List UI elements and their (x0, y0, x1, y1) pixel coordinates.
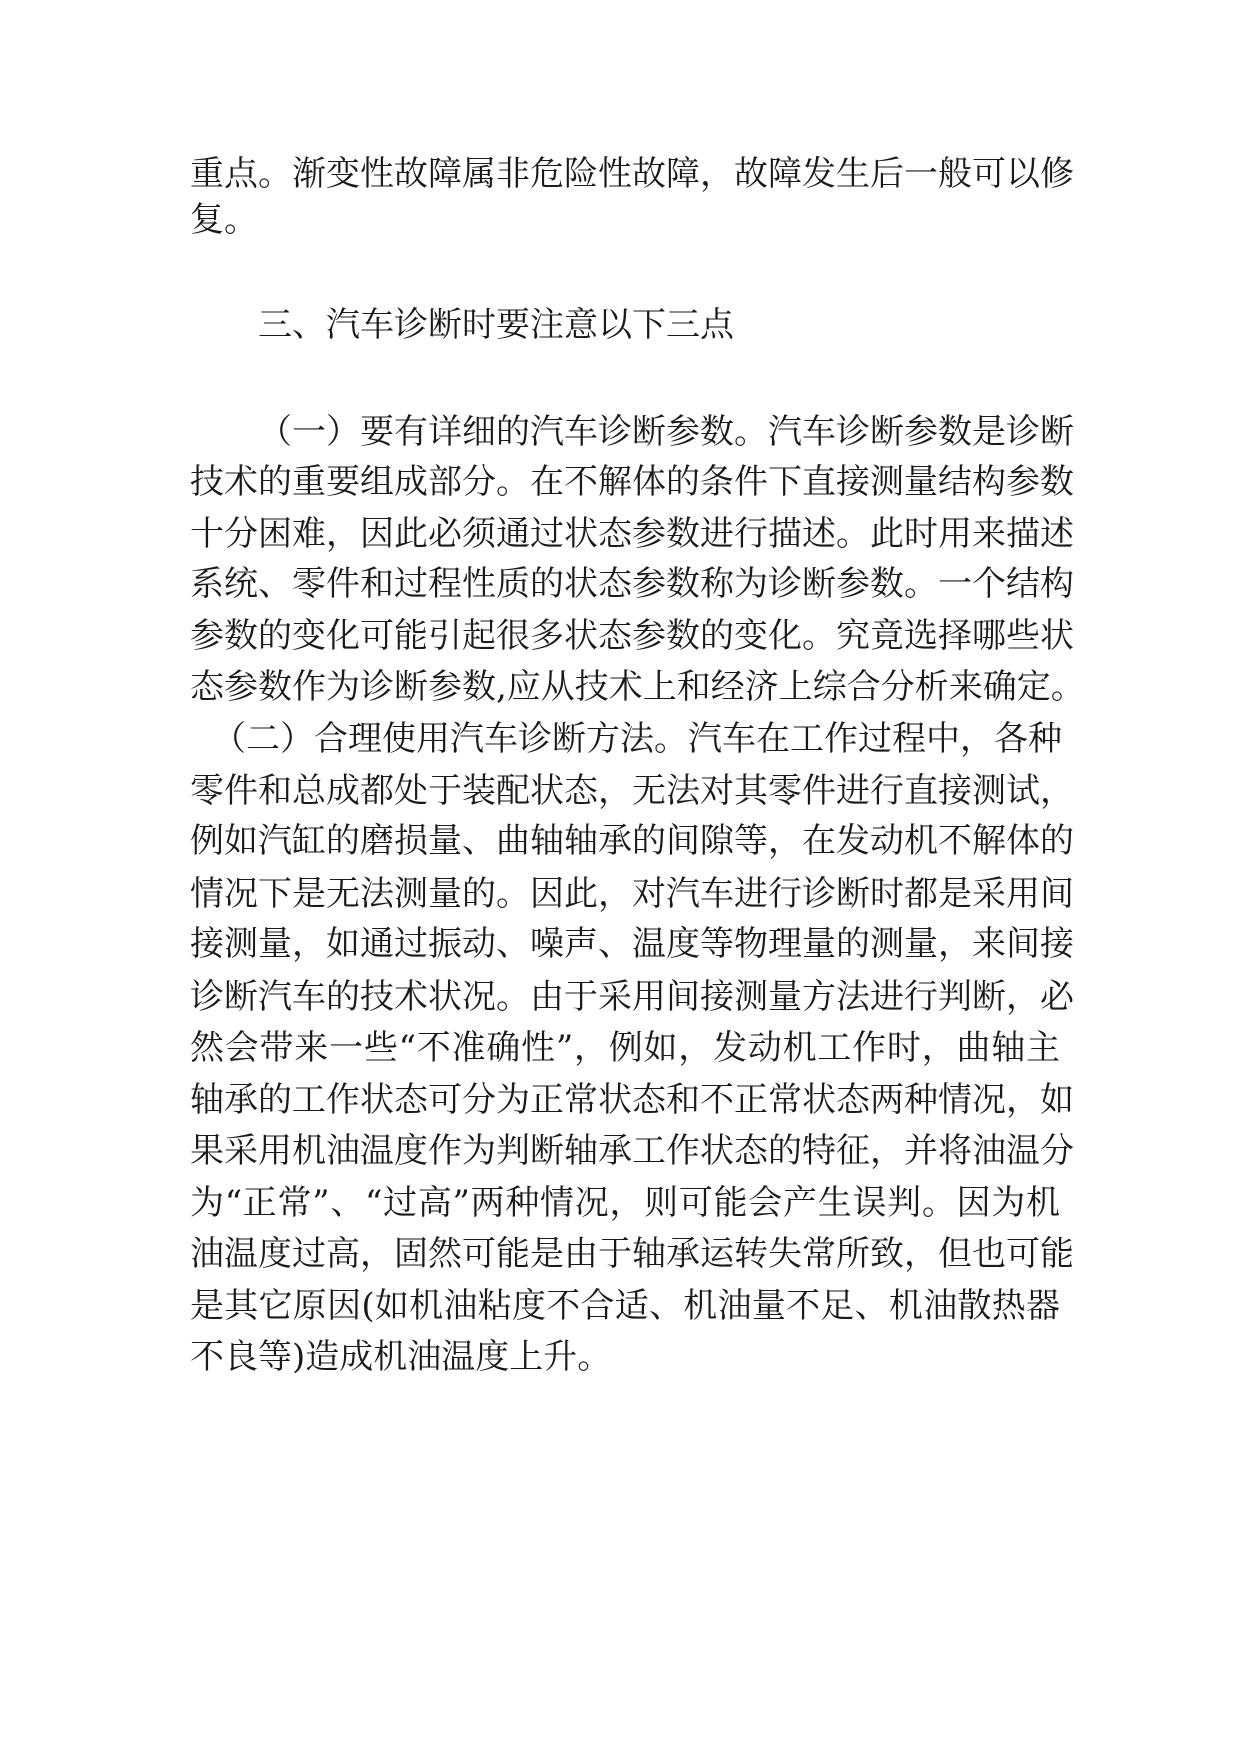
paragraph-line: 接测量，如通过振动、噪声、温度等物理量的测量，来间接 (190, 924, 1074, 964)
paragraph-line: 参数的变化可能引起很多状态参数的变化。究竟选择哪些状 (190, 616, 1074, 656)
paragraph-line: 十分困难，因此必须通过状态参数进行描述。此时用来描述 (190, 514, 1074, 554)
paragraph-line: 例如汽缸的磨损量、曲轴轴承的间隙等，在发动机不解体的 (190, 821, 1074, 861)
paragraph-line: （二）合理使用汽车诊断方法。汽车在工作过程中，各种 (212, 719, 1062, 759)
section-heading: 三、汽车诊断时要注意以下三点 (258, 305, 734, 345)
paragraph-line: 果采用机油温度作为判断轴承工作状态的特征，并将油温分 (190, 1131, 1074, 1171)
paragraph-line: 重点。渐变性故障属非危险性故障，故障发生后一般可以修 (190, 154, 1074, 194)
paragraph-line: 轴承的工作状态可分为正常状态和不正常状态两种情况，如 (190, 1080, 1074, 1120)
paragraph-line: 零件和总成都处于装配状态，无法对其零件进行直接测试， (190, 771, 1074, 811)
paragraph-line: 然会带来一些“不准确性”，例如，发动机工作时，曲轴主 (190, 1028, 1060, 1068)
paragraph-line: （一）要有详细的汽车诊断参数。汽车诊断参数是诊断 (258, 412, 1074, 452)
paragraph-line: 技术的重要组成部分。在不解体的条件下直接测量结构参数 (190, 462, 1074, 502)
paragraph-line: 不良等)造成机油温度上升。 (190, 1337, 612, 1377)
paragraph-line: 油温度过高，固然可能是由于轴承运转失常所致，但也可能 (190, 1234, 1074, 1274)
paragraph-line: 复。 (190, 200, 258, 240)
paragraph-line: 诊断汽车的技术状况。由于采用间接测量方法进行判断，必 (190, 977, 1074, 1017)
paragraph-line: 为“正常”、“过高”两种情况，则可能会产生误判。因为机 (190, 1183, 1060, 1223)
paragraph-line: 是其它原因(如机油粘度不合适、机油量不足、机油散热器 (190, 1286, 1060, 1326)
paragraph-line: 系统、零件和过程性质的状态参数称为诊断参数。一个结构 (190, 564, 1074, 604)
paragraph-line: 态参数作为诊断参数,应从技术上和经济上综合分析来确定。 (190, 667, 1085, 707)
paragraph-line: 情况下是无法测量的。因此，对汽车进行诊断时都是采用间 (190, 874, 1074, 914)
